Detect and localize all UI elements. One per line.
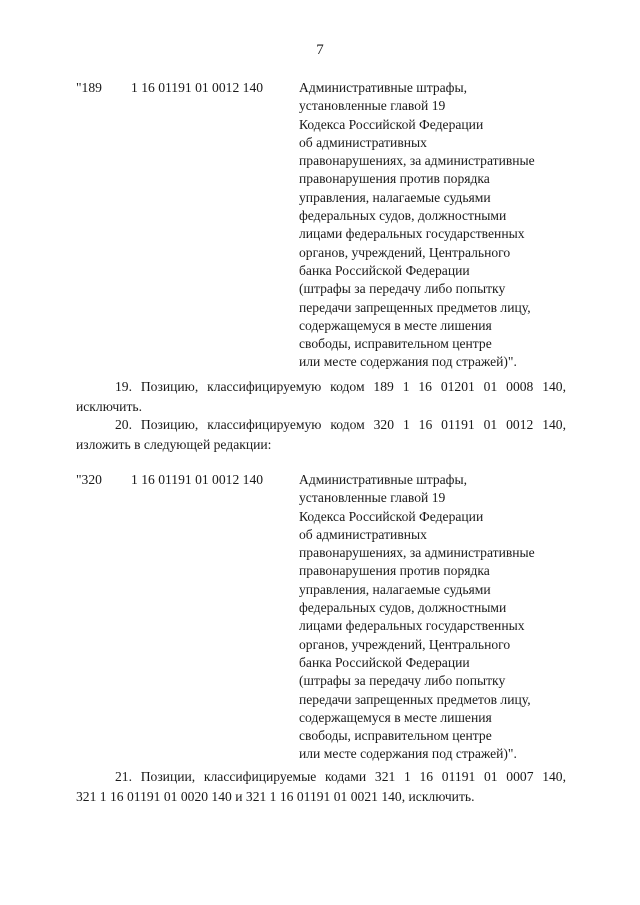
description-line: правонарушения против порядка [299,563,490,579]
description-line: или месте содержания под стражей)". [299,354,517,370]
entry-description [299,79,579,372]
admin-code: "189 [76,80,102,95]
description-line: свободы, исправительном центре [299,728,492,744]
description-line: Административные штрафы, [299,472,467,487]
kbk-code: 1 16 01191 01 0012 140 [131,472,264,487]
paragraph-continuation: исключить. [76,399,142,414]
description-line: Административные штрафы, [299,80,467,95]
description-line: передачи запрещенных предметов лицу, [299,299,531,315]
description-line: банка Российской Федерации [299,262,470,278]
description-line: об административных [299,134,427,150]
description-line: установленные главой 19 [299,98,446,114]
admin-code: "320 [76,472,102,487]
description-line: управления, налагаемые судьями [299,189,491,205]
paragraph-20 [76,415,566,455]
paragraph-continuation: изложить в следующей редакции: [76,437,272,452]
description-line: содержащемуся в месте лишения [299,709,492,725]
description-line: об административных [299,526,427,542]
description-line: лицами федеральных государственных [299,618,525,634]
paragraph-first-line: 21. Позиции, классифицируемые кодами 321 1 16 01191 01 0007 140, [115,769,566,784]
entry-description [299,471,579,764]
paragraph-19 [76,377,566,417]
description-line: правонарушениях, за административные [299,545,535,561]
description-line: (штрафы за передачу либо попытку [299,673,506,689]
description-line: органов, учреждений, Центрального [299,636,511,652]
description-line: свободы, исправительном центре [299,336,492,352]
budget-code-entry-189 [76,79,566,370]
description-line: правонарушениях, за административные [299,153,535,169]
paragraph-first-line: 20. Позицию, классифицируемую кодом 320 1 16 01191 01 0012 140, [115,417,566,432]
description-line: содержащемуся в месте лишения [299,317,492,333]
paragraph-first-line: 19. Позицию, классифицируемую кодом 189 1 16 01201 01 0008 140, [115,379,566,394]
description-line: федеральных судов, должностными [299,208,507,224]
budget-code-entry-320 [76,471,566,762]
description-line: лицами федеральных государственных [299,226,525,242]
page-number: 7 [316,42,324,58]
description-line: управления, налагаемые судьями [299,581,491,597]
kbk-code: 1 16 01191 01 0012 140 [131,80,264,95]
description-line: Кодекса Российской Федерации [299,508,484,524]
description-line: или месте содержания под стражей)". [299,746,517,762]
description-line: правонарушения против порядка [299,171,490,187]
paragraph-21 [76,767,566,807]
description-line: (штрафы за передачу либо попытку [299,281,506,297]
description-line: установленные главой 19 [299,490,446,506]
description-line: федеральных судов, должностными [299,600,507,616]
description-line: передачи запрещенных предметов лицу, [299,691,531,707]
description-line: банка Российской Федерации [299,654,470,670]
paragraph-continuation: 321 1 16 01191 01 0020 140 и 321 1 16 01191 01 0021 140, исключить. [76,789,475,804]
description-line: Кодекса Российской Федерации [299,116,484,132]
description-line: органов, учреждений, Центрального [299,244,511,260]
